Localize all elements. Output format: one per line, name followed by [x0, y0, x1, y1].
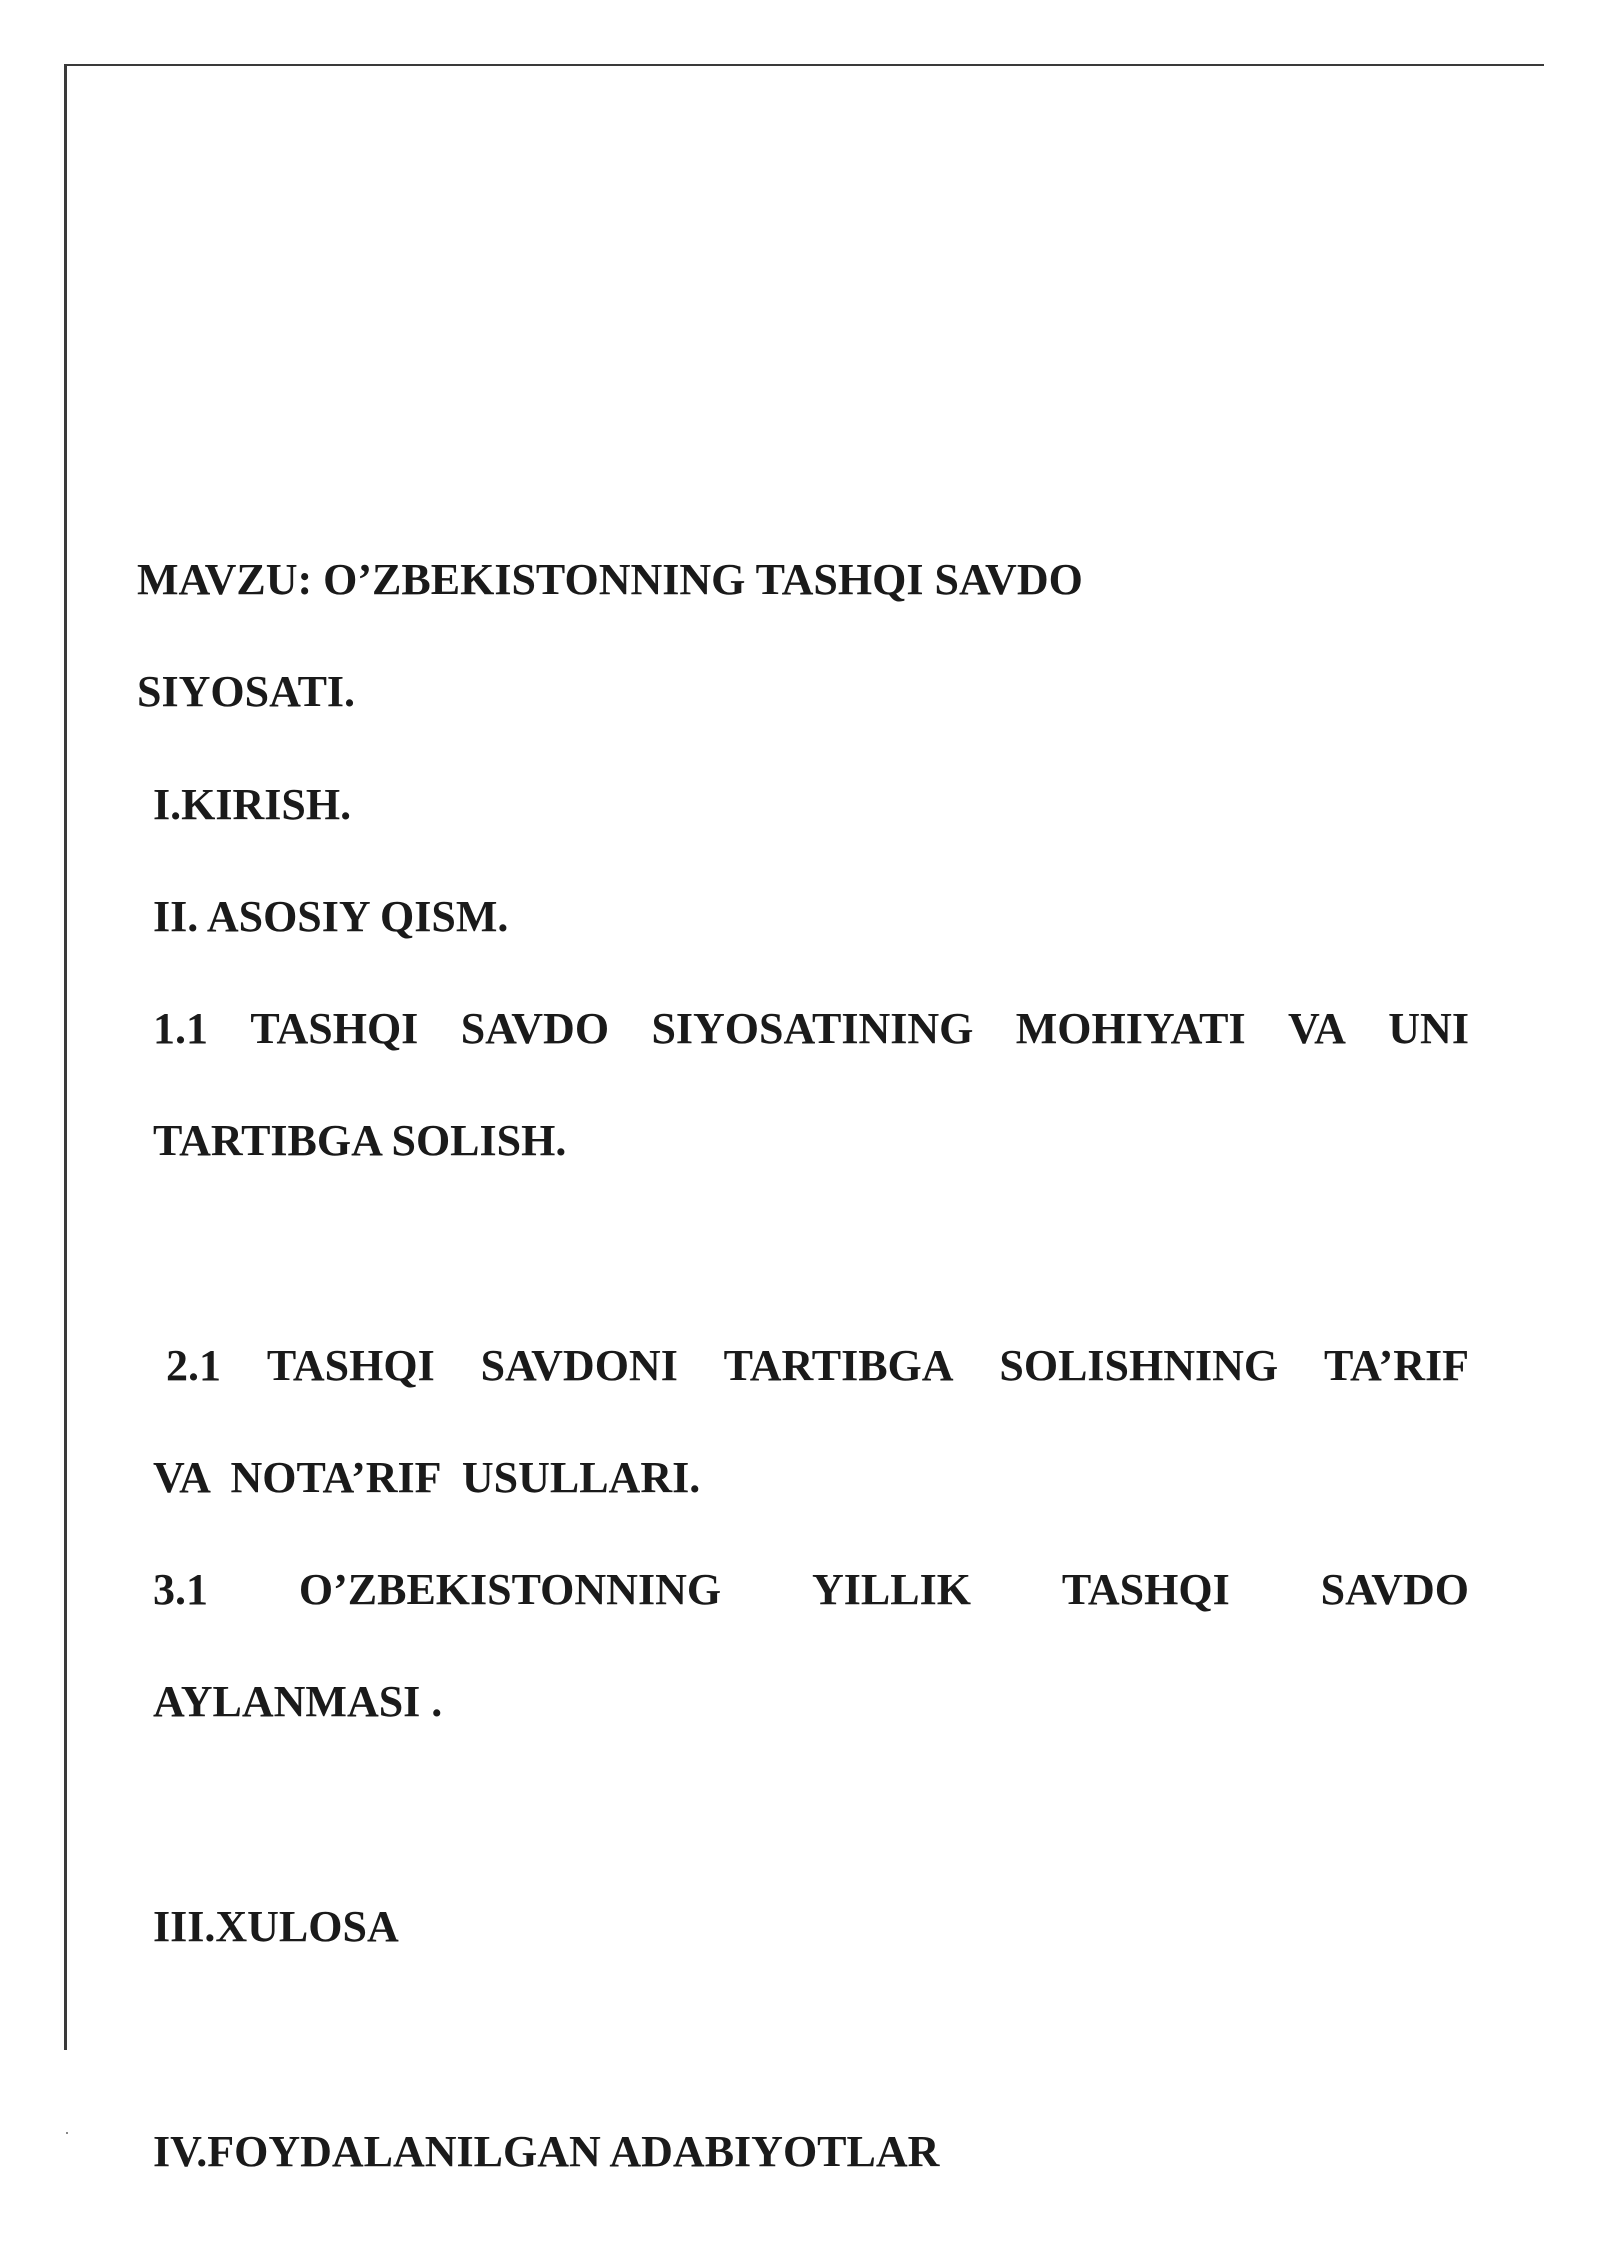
- item-3-1-word: 3.1: [153, 1565, 208, 1614]
- section-references: IV.FOYDALANILGAN ADABIYOTLAR: [153, 2127, 940, 2176]
- item-1-1-line-1: [153, 1003, 1469, 1055]
- section-introduction: I.KIRISH.: [153, 780, 352, 829]
- item-1-1-word: 1.1: [153, 1004, 208, 1053]
- section-conclusion: III.XULOSA: [153, 1902, 399, 1951]
- page-border-left: [64, 64, 67, 2050]
- item-2-1-word: 2.1: [166, 1341, 221, 1390]
- item-3-1-word: O’ZBEKISTONNING: [298, 1565, 722, 1614]
- item-1-1-line-2: TARTIBGA SOLISH.: [153, 1116, 567, 1165]
- item-1-1-word: MOHIYATI: [1015, 1004, 1246, 1053]
- item-3-1-word: SAVDO: [1320, 1565, 1469, 1614]
- item-3-1-word: YILLIK: [811, 1565, 971, 1614]
- page-speck: [66, 2132, 68, 2134]
- document-title-line-1: MAVZU: O’ZBEKISTONNING TASHQI SAVDO: [137, 555, 1083, 604]
- section-main-part: II. ASOSIY QISM.: [153, 892, 509, 941]
- item-1-1-word: SAVDO: [460, 1004, 610, 1053]
- item-2-1-line-1: [166, 1340, 1469, 1392]
- item-1-1-word: TASHQI: [250, 1004, 419, 1053]
- item-2-1-word: TA’RIF: [1323, 1341, 1469, 1390]
- item-2-1-word: SOLISHNING: [999, 1341, 1279, 1390]
- page-border-top: [66, 64, 1544, 66]
- item-2-1-word: SAVDONI: [480, 1341, 678, 1390]
- item-3-1-word: TASHQI: [1061, 1565, 1230, 1614]
- item-1-1-word: SIYOSATINING: [651, 1004, 974, 1053]
- item-1-1-word: VA: [1288, 1004, 1346, 1053]
- document-title-line-2: SIYOSATI.: [137, 667, 356, 716]
- item-3-1-line-1: [153, 1564, 1469, 1616]
- item-2-1-line-2: VA NOTA’RIF USULLARI.: [153, 1453, 701, 1502]
- item-1-1-word: UNI: [1388, 1004, 1469, 1053]
- item-2-1-word: TARTIBGA: [723, 1341, 954, 1390]
- item-2-1-word: TASHQI: [266, 1341, 435, 1390]
- item-3-1-line-2: AYLANMASI .: [153, 1677, 443, 1726]
